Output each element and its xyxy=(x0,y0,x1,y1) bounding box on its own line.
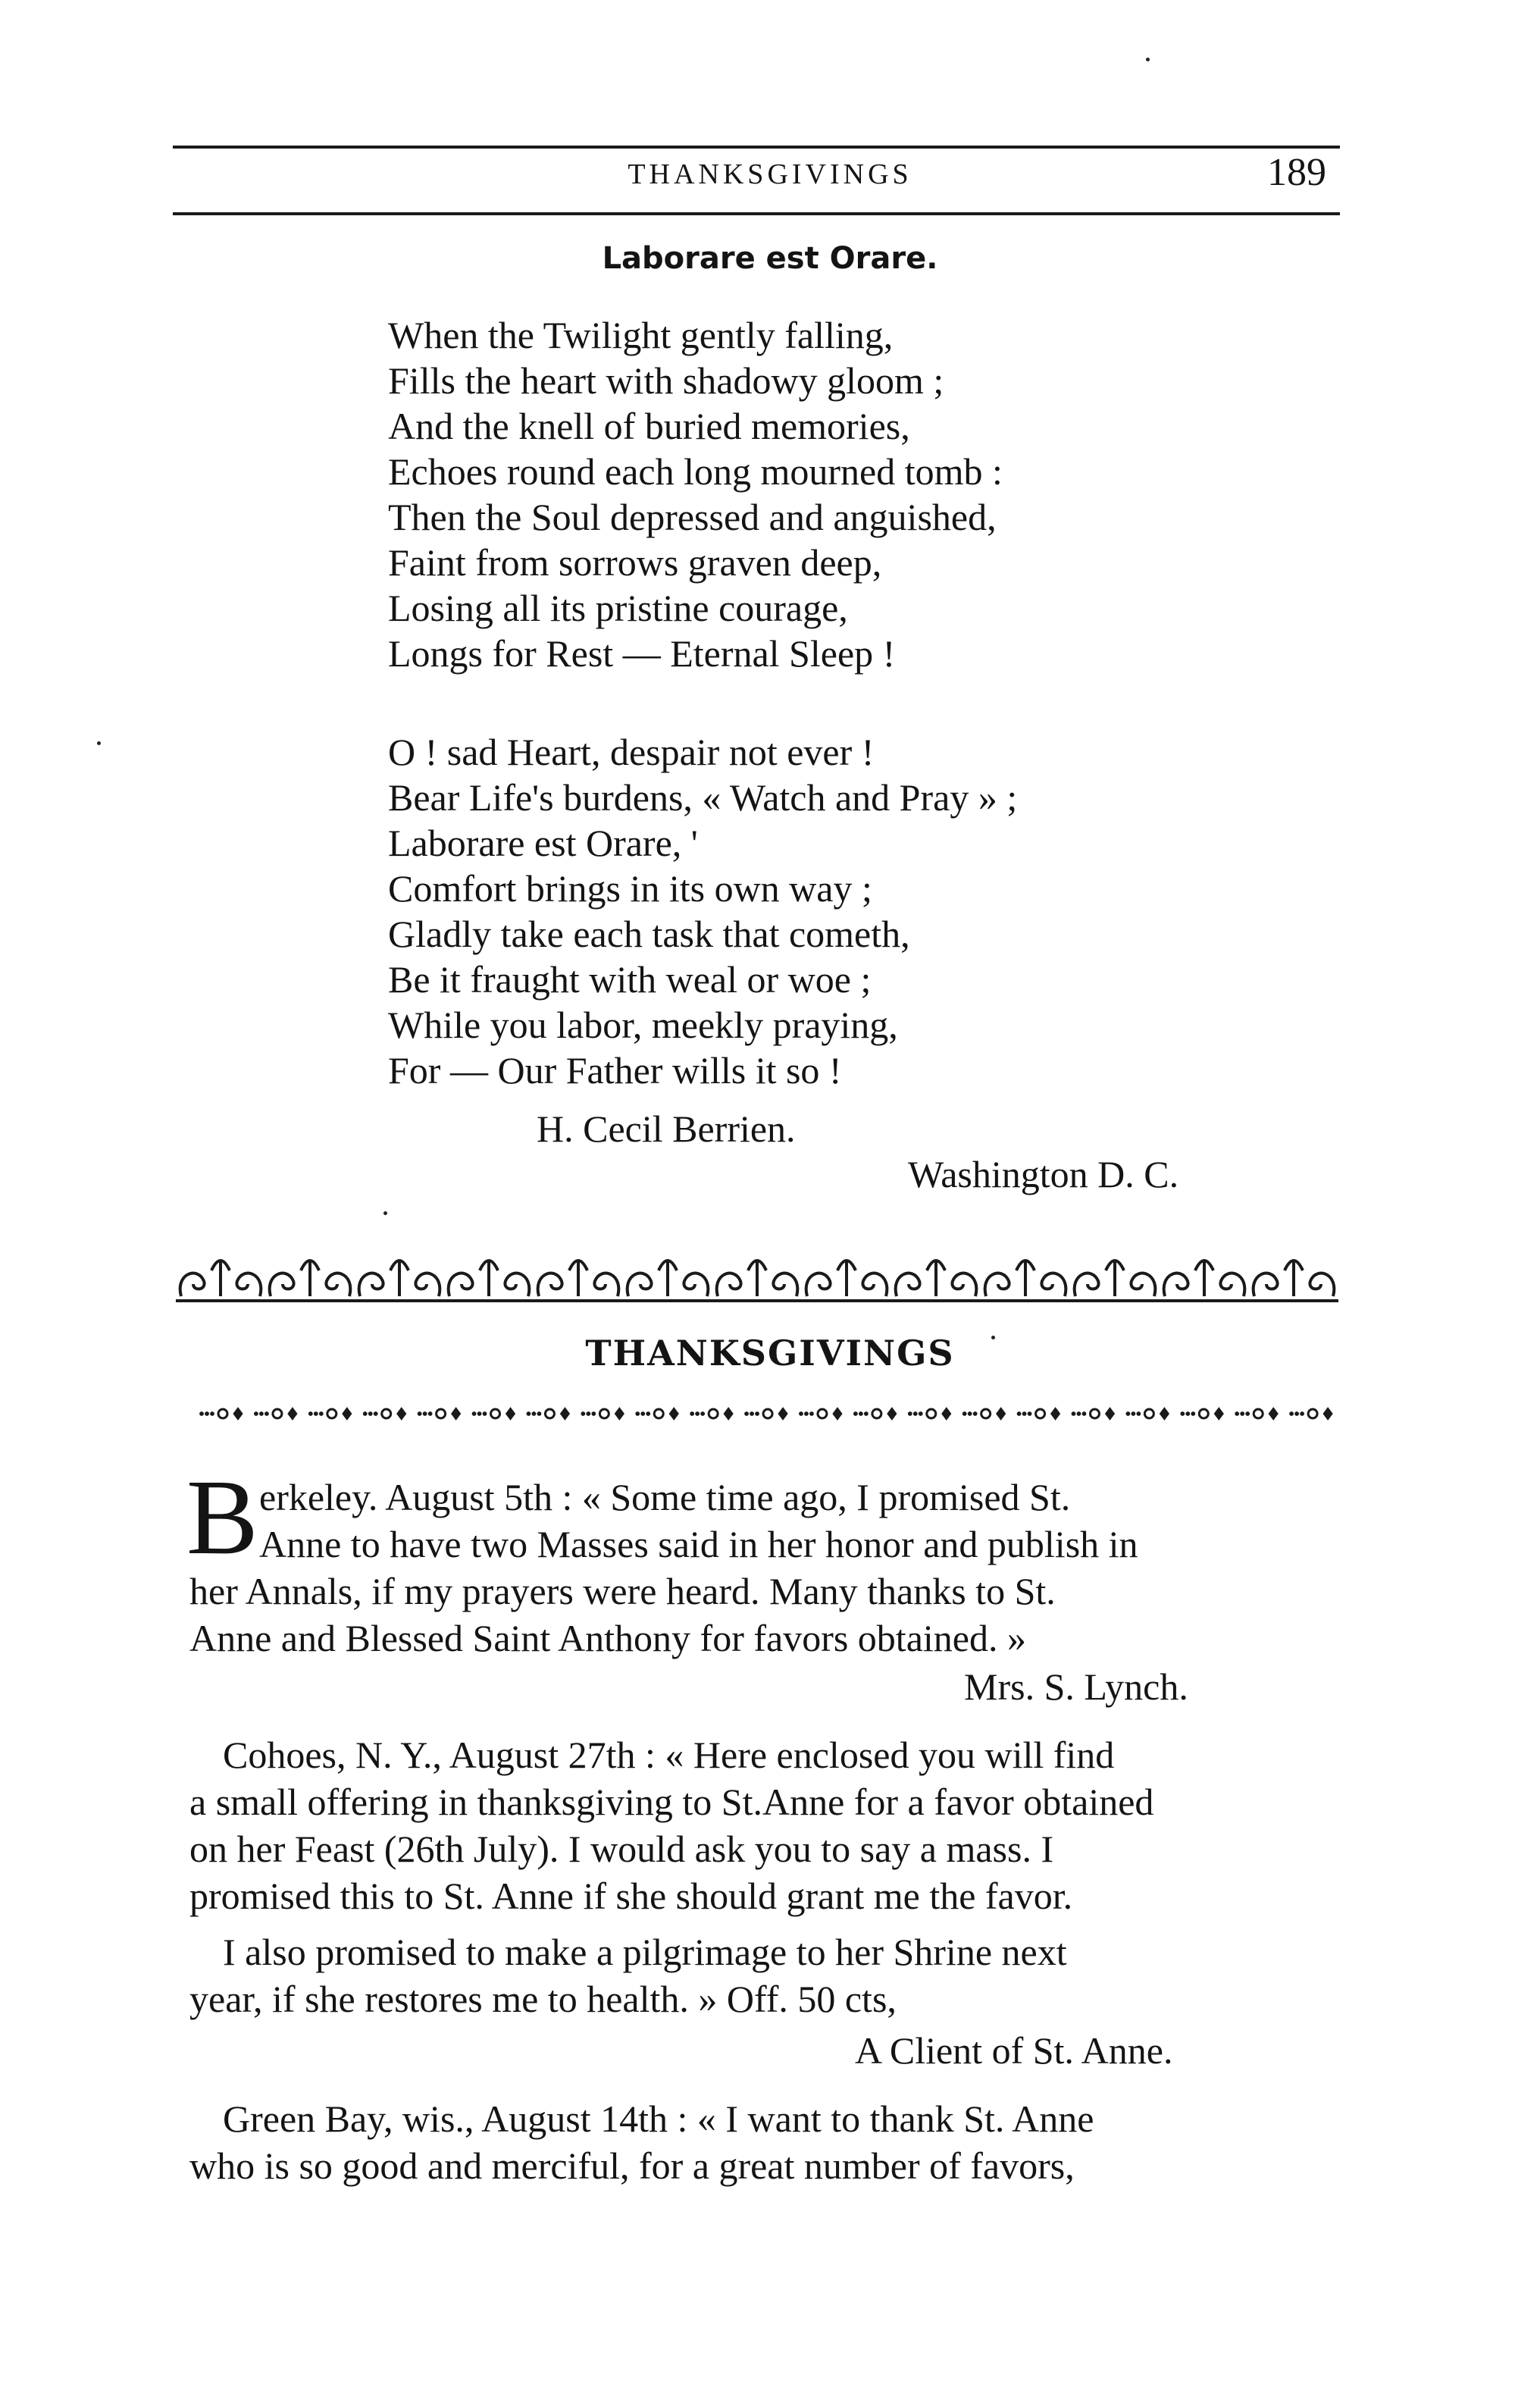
verse-line: For — Our Father wills it so ! xyxy=(388,1049,842,1092)
verse-line: Laborare est Orare, ' xyxy=(388,822,698,864)
text-line: promised this to St. Anne if she should grant me the favor. xyxy=(189,1875,1073,1917)
entry-berkeley xyxy=(189,1474,1345,1662)
text-line: Anne to have two Masses said in her honor and publish in xyxy=(259,1523,1138,1565)
dot-link xyxy=(1290,1408,1332,1420)
dotted-rule xyxy=(199,1404,1343,1424)
header-rule-top xyxy=(173,146,1340,149)
poem-stanza-1 xyxy=(388,312,1003,676)
print-speck xyxy=(97,741,101,745)
poem-author: H. Cecil Berrien. xyxy=(537,1107,796,1150)
dot-link xyxy=(200,1408,243,1420)
verse-line: Longs for Rest — Eternal Sleep ! xyxy=(388,632,896,675)
dot-link xyxy=(472,1408,515,1420)
text-line: I also promised to make a pilgrimage to her Shrine next xyxy=(223,1931,1067,1973)
verse-line: Then the Soul depressed and anguished, xyxy=(388,496,997,538)
verse-line: Echoes round each long mourned tomb : xyxy=(388,450,1003,493)
dot-link xyxy=(962,1408,1005,1420)
text-line: Green Bay, wis., August 14th : « I want to thank St. Anne xyxy=(223,2097,1094,2140)
dot-link xyxy=(255,1408,297,1420)
text-line: on her Feast (26th July). I would ask you to say a mass. I xyxy=(189,1828,1054,1870)
verse-line: O ! sad Heart, despair not ever ! xyxy=(388,731,875,773)
dot-link xyxy=(1181,1408,1223,1420)
ornament-scroll xyxy=(1075,1260,1156,1296)
ornament-scroll xyxy=(449,1260,530,1296)
ornament-scroll xyxy=(538,1260,619,1296)
page-number: 189 xyxy=(1267,151,1326,194)
verse-line: Be it fraught with weal or woe ; xyxy=(388,958,872,1001)
dot-link xyxy=(745,1408,787,1420)
ornament-scroll xyxy=(806,1260,887,1296)
dot-link xyxy=(800,1408,842,1420)
verse-line: When the Twilight gently falling, xyxy=(388,314,894,356)
ornament-scroll xyxy=(985,1260,1066,1296)
poem-place: Washington D. C. xyxy=(908,1153,1179,1195)
ornament-scroll xyxy=(180,1260,261,1296)
text-line: who is so good and merciful, for a great number of favors, xyxy=(189,2144,1075,2187)
verse-line: Gladly take each task that cometh, xyxy=(388,913,910,955)
dot-link xyxy=(690,1408,733,1420)
ornament-scroll xyxy=(896,1260,977,1296)
ornament-scroll xyxy=(359,1260,440,1296)
dot-link xyxy=(636,1408,678,1420)
dot-link xyxy=(1126,1408,1169,1420)
poem-stanza-2 xyxy=(388,729,1017,1093)
header-rule-bottom xyxy=(173,212,1340,215)
dot-link xyxy=(418,1408,460,1420)
text-line: erkeley. August 5th : « Some time ago, I promised St. xyxy=(259,1476,1071,1518)
verse-line: Losing all its pristine courage, xyxy=(388,587,848,629)
dot-link xyxy=(581,1408,624,1420)
ornament-scroll xyxy=(628,1260,709,1296)
text-line: year, if she restores me to health. » Off. 50 cts, xyxy=(189,1978,897,2020)
verse-line: While you labor, meekly praying, xyxy=(388,1004,898,1046)
verse-line: Faint from sorrows graven deep, xyxy=(388,541,882,584)
text-line: Cohoes, N. Y., August 27th : « Here enclosed you will find xyxy=(223,1734,1115,1776)
signature: A Client of St. Anne. xyxy=(855,2029,1173,2072)
entry-green-bay xyxy=(189,2095,1345,2189)
dot-link xyxy=(908,1408,950,1420)
signature: Mrs. S. Lynch. xyxy=(964,1665,1188,1708)
print-speck xyxy=(1146,58,1150,61)
ornament-scroll xyxy=(717,1260,798,1296)
entry-pilgrimage xyxy=(189,1928,1345,2022)
dot-link xyxy=(853,1408,896,1420)
dot-link xyxy=(1235,1408,1278,1420)
verse-line: Fills the heart with shadowy gloom ; xyxy=(388,359,944,402)
section-title: THANKSGIVINGS xyxy=(585,1333,955,1374)
dot-link xyxy=(308,1408,351,1420)
dot-link xyxy=(1072,1408,1114,1420)
text-line: a small offering in thanksgiving to St.Anne for a favor obtained xyxy=(189,1781,1154,1823)
drop-cap: B xyxy=(186,1457,258,1577)
text-line: Anne and Blessed Saint Anthony for favors obtained. » xyxy=(189,1617,1026,1659)
text-line: her Annals, if my prayers were heard. Many thanks to St. xyxy=(189,1570,1056,1612)
running-title: THANKSGIVINGS xyxy=(628,158,912,190)
poem-title: Laborare est Orare. xyxy=(602,241,938,276)
dot-link xyxy=(363,1408,405,1420)
verse-line: Bear Life's burdens, « Watch and Pray » ; xyxy=(388,776,1018,819)
ornament-scroll xyxy=(1254,1260,1335,1296)
ornament-band xyxy=(176,1243,1338,1304)
dot-link xyxy=(1017,1408,1060,1420)
ornament-scroll xyxy=(270,1260,351,1296)
verse-line: And the knell of buried memories, xyxy=(388,405,910,447)
entry-cohoes xyxy=(189,1731,1345,1919)
print-speck xyxy=(383,1211,387,1215)
dot-link xyxy=(527,1408,569,1420)
ornament-scroll xyxy=(1164,1260,1245,1296)
verse-line: Comfort brings in its own way ; xyxy=(388,867,872,910)
